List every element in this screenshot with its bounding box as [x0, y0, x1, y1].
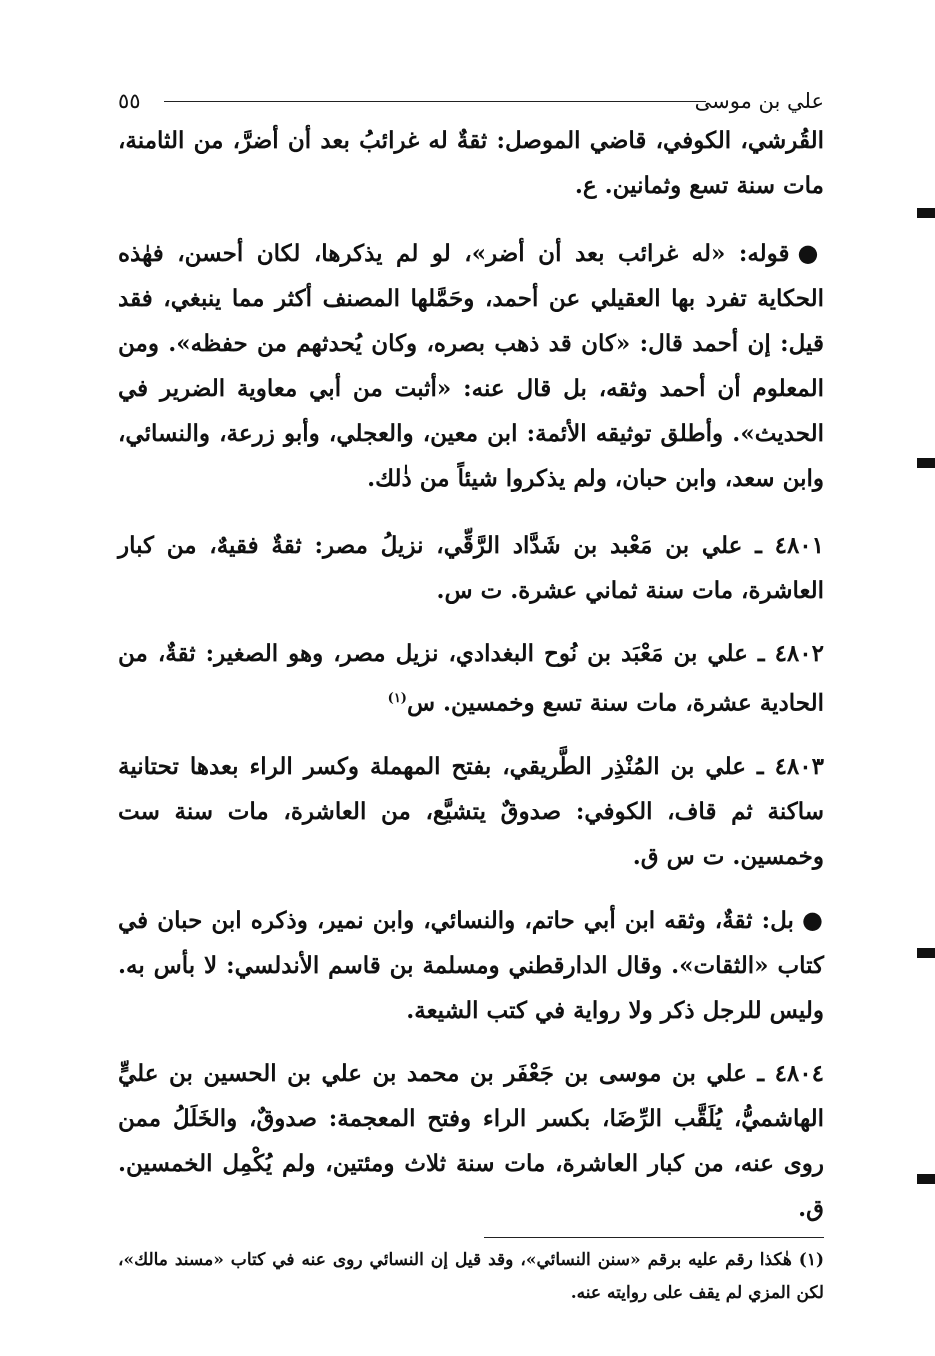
page-number: ٥٥	[118, 89, 141, 113]
book-page	[118, 82, 824, 1310]
bullet-icon: ●	[797, 238, 824, 267]
entry-4801: ٤٨٠١ ـ علي بن مَعْبد بن شَدَّاد الرَّقِّي، نزيلُ مصر: ثقةٌ فقيهٌ، من كبار العاشرة، مات سنة ثماني عشرة. ت س.	[118, 532, 825, 604]
footnote-reference: (١)	[387, 691, 407, 706]
scan-edge-mark	[917, 948, 935, 958]
scan-edge-mark	[917, 208, 935, 218]
commentary-paragraph	[118, 230, 824, 501]
footnote: (١) هٰكذا رقم عليه برقم «سنن النسائي»، وقد قيل إن النسائي روى عنه في كتاب «مسند مالك»، لكن المزي لم يقف على روايته عنه.	[118, 1249, 824, 1303]
running-title: علي بن موسى	[694, 89, 824, 113]
entry-4804: ٤٨٠٤ ـ علي بن موسى بن جَعْفَر بن محمد بن علي بن الحسين بن عليٍّ الهاشميُّ، يُلَقَّب الرِّضَا، بكسر الراء وفتح المعجمة: صدوقٌ، والخَلَلُ ممن روى عنه، من كبار العاشرة، مات سنة ثلاث ومئتين، ولم يُكْمِل الخمسين. ق.	[118, 1059, 824, 1222]
bullet-icon: ●	[801, 904, 824, 934]
header-rule	[164, 101, 706, 102]
commentary-paragraph-2	[118, 897, 824, 1033]
scan-edge-mark	[917, 1174, 935, 1184]
commentary-text: قوله: «له غرائب بعد أن أضر»، لو لم يذكرها، لكان أحسن، فهٰذه الحكاية تفرد بها العقيلي عن أحمد، وحَمَّلها المصنف أكثر مما ينبغي، فقد قيل: إن أحمد قال: «كان قد ذهب بصره، وكان يُحدثهم من حفظه». ومن المعلوم أن أحمد وثقه، بل قال عنه: «أثبت من أبي معاوية الضرير في الحديث». وأطلق توثيقه الأئمة: ابن معين، والعجلي، وأبو زرعة، والنسائي، وابن سعد، وابن حبان، ولم يذكروا شيئاً من ذٰلك.	[118, 240, 824, 492]
paragraph-continuation: القُرشي، الكوفي، قاضي الموصل: ثقةٌ له غرائبُ بعد أن أضرَّ، من الثامنة، مات سنة تسع وثمانين. ع.	[118, 127, 824, 199]
commentary-text-2: بل: ثقةٌ، وثقه ابن أبي حاتم، والنسائي، وابن نمير، وذكره ابن حبان في كتاب «الثقات». وقال الدارقطني ومسلمة بن قاسم الأندلسي: لا بأس به. وليس للرجل ذكر ولا رواية في كتب الشيعة.	[118, 906, 824, 1024]
page-header	[118, 82, 824, 118]
entry-4802	[118, 631, 824, 726]
scan-edge-mark	[917, 458, 935, 468]
entry-4803: ٤٨٠٣ ـ علي بن المُنْذِر الطَّريقي، بفتح المهملة وكسر الراء بعدها تحتانية ساكنة ثم قاف، الكوفي: صدوقٌ يتشيَّع، من العاشرة، مات سنة ست وخمسين. ت س ق.	[118, 752, 824, 870]
entry-4802-text: ٤٨٠٢ ـ علي بن مَعْبَد بن نُوح البغدادي، نزيل مصر، وهو الصغير: ثقةٌ، من الحادية عشرة، مات سنة تسع وخمسين. س	[118, 640, 824, 717]
footnote-rule	[484, 1237, 824, 1238]
